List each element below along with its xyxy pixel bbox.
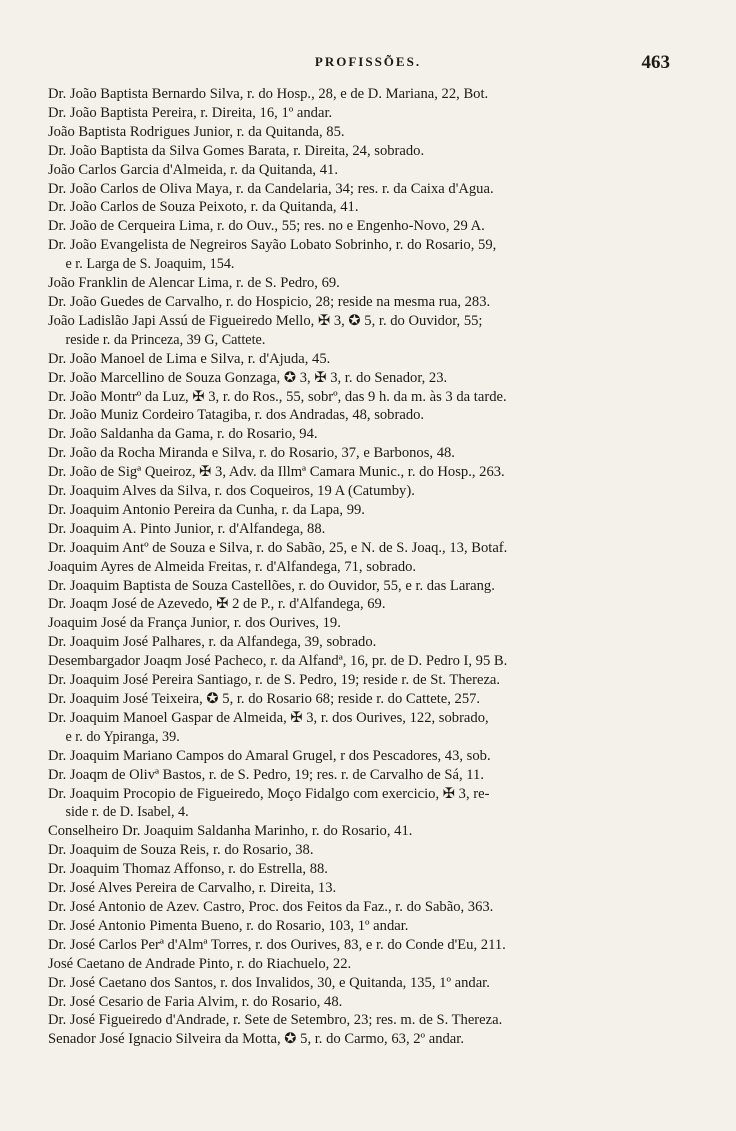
directory-entry — [48, 558, 674, 577]
directory-entry — [48, 614, 674, 633]
entry-line: Dr. Joaquim Antº de Souza e Silva, r. do Sabão, 25, e N. de S. Joaq., 13, Botaf. — [48, 539, 508, 556]
directory-entry — [48, 974, 674, 993]
directory-entry — [48, 350, 674, 369]
entry-line: Dr. Joaquim José Teixeira, ✪ 5, r. do Rosario 68; reside r. do Cattete, 257. — [48, 691, 481, 707]
entry-line: Dr. João de Sigª Queiroz, ✠ 3, Adv. da Illmª Camara Munic., r. do Hosp., 263. — [48, 464, 505, 481]
directory-entry — [48, 388, 674, 407]
directory-entry — [48, 1030, 674, 1049]
entry-line: Dr. Joaquim Thomaz Affonso, r. do Estrella, 88. — [48, 861, 328, 878]
directory-entry — [48, 463, 674, 482]
directory-entry — [48, 520, 674, 539]
directory-entry — [48, 198, 674, 217]
directory-entry — [48, 917, 674, 936]
directory-entry — [48, 539, 674, 558]
directory-entry — [48, 312, 674, 350]
directory-entry — [48, 822, 674, 841]
entry-line: Dr. Joaqm de Olivª Bastos, r. de S. Pedro, 19; res. r. de Carvalho de Sá, 11. — [48, 766, 484, 783]
entry-line: João Baptista Rodrigues Junior, r. da Quitanda, 85. — [48, 123, 345, 140]
directory-entry — [48, 444, 674, 463]
entry-line: Dr. João Carlos de Souza Peixoto, r. da Quitanda, 41. — [48, 199, 359, 216]
entry-line: Dr. Joaquim de Souza Reis, r. do Rosario, 38. — [48, 842, 314, 859]
entry-line: Dr. João Manoel de Lima e Silva, r. d'Ajuda, 45. — [48, 350, 331, 367]
entry-line: Dr. Joaqm José de Azevedo, ✠ 2 de P., r. d'Alfandega, 69. — [48, 596, 386, 613]
entry-line: Dr. José Figueiredo d'Andrade, r. Sete de Setembro, 23; res. m. de S. Thereza. — [48, 1012, 503, 1029]
directory-entry — [48, 577, 674, 596]
entry-line: Dr. Joaquim Manoel Gaspar de Almeida, ✠ 3, r. dos Ourives, 122, sobrado, — [48, 709, 489, 726]
directory-entry — [48, 104, 674, 123]
page-number: 463 — [641, 52, 670, 73]
directory-entry — [48, 123, 674, 142]
entry-line: Dr. João Baptista Pereira, r. Direita, 16, 1º andar. — [48, 104, 333, 121]
entry-line: Joaquim Ayres de Almeida Freitas, r. d'Alfandega, 71, sobrado. — [48, 558, 417, 575]
directory-entry — [48, 293, 674, 312]
entry-line: Dr. José Antonio Pimenta Bueno, r. do Rosario, 103, 1º andar. — [48, 917, 409, 934]
entry-line: Dr. Joaquim Baptista de Souza Castellões, r. do Ouvidor, 55, e r. das Larang. — [48, 577, 495, 594]
entry-continuation-line: e r. do Ypiranga, 39. — [65, 728, 180, 745]
entry-line: Dr. José Cesario de Faria Alvim, r. do Rosario, 48. — [48, 993, 343, 1010]
section-title: PROFISSÕES. — [314, 54, 422, 69]
entry-line: João Ladislão Japi Assú de Figueiredo Mello, ✠ 3, ✪ 5, r. do Ouvidor, 55; — [48, 312, 483, 329]
entry-continuation-line: side r. de D. Isabel, 4. — [65, 804, 189, 821]
entry-line: Dr. Joaquim José Pereira Santiago, r. de S. Pedro, 19; reside r. de St. Thereza. — [48, 672, 501, 689]
entry-line: Desembargador Joaqm José Pacheco, r. da Alfandª, 16, pr. de D. Pedro I, 95 B. — [48, 653, 508, 670]
entry-line: Dr. Joaquim A. Pinto Junior, r. d'Alfandega, 88. — [48, 520, 326, 537]
directory-entry — [48, 747, 674, 766]
entry-line: Dr. João Evangelista de Negreiros Sayão Lobato Sobrinho, r. do Rosario, 59, — [48, 237, 497, 254]
directory-entry — [48, 274, 674, 293]
directory-entry — [48, 406, 674, 425]
entry-continuation-line: reside r. da Princeza, 39 G, Cattete. — [65, 331, 266, 348]
entry-continuation-line: e r. Larga de S. Joaquim, 154. — [65, 256, 235, 273]
directory-entry — [48, 501, 674, 520]
entry-line: Dr. Joaquim Procopio de Figueiredo, Moço Fidalgo com exercicio, ✠ 3, re- — [48, 785, 490, 802]
entry-line: Dr. Joaquim Mariano Campos do Amaral Grugel, r dos Pescadores, 43, sob. — [48, 747, 491, 764]
directory-entry — [48, 633, 674, 652]
directory-entry — [48, 690, 674, 709]
entry-line: Dr. João Guedes de Carvalho, r. do Hospicio, 28; reside na mesma rua, 283. — [48, 293, 491, 310]
directory-entry — [48, 709, 674, 747]
directory-entry — [48, 955, 674, 974]
entry-line: Dr. José Alves Pereira de Carvalho, r. Direita, 13. — [48, 880, 337, 897]
entry-line: Conselheiro Dr. Joaquim Saldanha Marinho, r. do Rosario, 41. — [48, 823, 413, 840]
entry-line: João Carlos Garcia d'Almeida, r. da Quitanda, 41. — [48, 161, 338, 178]
directory-entry — [48, 236, 674, 274]
entry-line: Dr. João Montrº da Luz, ✠ 3, r. do Ros., 55, sobrº, das 9 h. da m. às 3 da tarde. — [48, 388, 507, 405]
directory-entry — [48, 898, 674, 917]
directory-entry — [48, 671, 674, 690]
directory-entry — [48, 217, 674, 236]
entry-line: Dr. João da Rocha Miranda e Silva, r. do Rosario, 37, e Barbonos, 48. — [48, 445, 455, 462]
entry-line: Dr. João Carlos de Oliva Maya, r. da Candelaria, 34; res. r. da Caixa d'Agua. — [48, 180, 494, 197]
entry-line: Dr. José Caetano dos Santos, r. dos Invalidos, 30, e Quitanda, 135, 1º andar. — [48, 974, 490, 991]
page-header — [0, 52, 736, 78]
entry-line: Dr. Joaquim Antonio Pereira da Cunha, r. da Lapa, 99. — [48, 501, 365, 518]
entry-line: Dr. João Muniz Cordeiro Tatagiba, r. dos Andradas, 48, sobrado. — [48, 407, 425, 424]
entry-line: João Franklin de Alencar Lima, r. de S. Pedro, 69. — [48, 275, 340, 292]
directory-entry — [48, 161, 674, 180]
entry-line: Dr. Joaquim José Palhares, r. da Alfandega, 39, sobrado. — [48, 634, 377, 651]
entry-line: Dr. João Marcellino de Souza Gonzaga, ✪ 3, ✠ 3, r. do Senador, 23. — [48, 369, 448, 386]
directory-entry — [48, 879, 674, 898]
directory-entry — [48, 841, 674, 860]
entry-line: Dr. João de Cerqueira Lima, r. do Ouv., 55; res. no e Engenho-Novo, 29 A. — [48, 218, 485, 235]
entry-line: Dr. João Baptista da Silva Gomes Barata, r. Direita, 24, sobrado. — [48, 142, 425, 159]
directory-entry — [48, 425, 674, 444]
directory-entry — [48, 1011, 674, 1030]
directory-entry — [48, 652, 674, 671]
directory-entry — [48, 369, 674, 388]
entry-line: Dr. José Antonio de Azev. Castro, Proc. dos Feitos da Faz., r. do Sabão, 363. — [48, 898, 494, 915]
entry-line: Senador José Ignacio Silveira da Motta, ✪ 5, r. do Carmo, 63, 2º andar. — [48, 1031, 464, 1048]
directory-entry — [48, 142, 674, 161]
directory-entry — [48, 180, 674, 199]
entry-line: Dr. José Carlos Perª d'Almª Torres, r. dos Ourives, 83, e r. do Conde d'Eu, 211. — [48, 936, 506, 953]
entry-line: José Caetano de Andrade Pinto, r. do Riachuelo, 22. — [48, 955, 352, 972]
directory-entry — [48, 85, 674, 104]
entry-line: Dr. João Baptista Bernardo Silva, r. do Hosp., 28, e de D. Mariana, 22, Bot. — [48, 86, 489, 102]
directory-entry — [48, 595, 674, 614]
entry-line: Dr. Joaquim Alves da Silva, r. dos Coqueiros, 19 A (Catumby). — [48, 483, 415, 500]
entry-line: Joaquim José da França Junior, r. dos Ourives, 19. — [48, 615, 341, 632]
directory-entry — [48, 860, 674, 879]
directory-entry — [48, 482, 674, 501]
directory-entry — [48, 993, 674, 1012]
entry-list — [48, 85, 674, 1049]
entry-line: Dr. João Saldanha da Gama, r. do Rosario, 94. — [48, 426, 318, 443]
directory-entry — [48, 766, 674, 785]
directory-entry — [48, 785, 674, 823]
directory-entry — [48, 936, 674, 955]
